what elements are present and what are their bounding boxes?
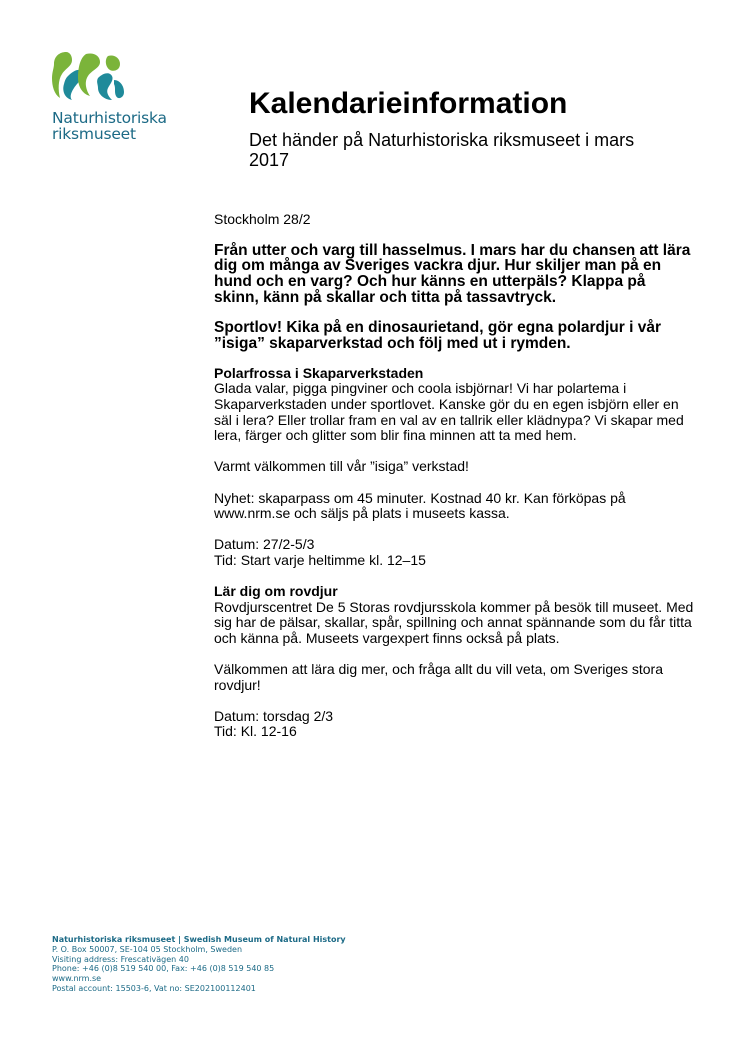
section1-time: Tid: Start varje heltimme kl. 12–15 xyxy=(214,551,426,568)
footer-title: Naturhistoriska riksmuseet | Swedish Museum of Natural History xyxy=(52,935,346,944)
section1-paragraph-2: Varmt välkommen till vår ”isiga” verkstad! xyxy=(214,458,469,475)
press-release-body xyxy=(214,212,694,740)
section-heading-rovdjur: Lär dig om rovdjur xyxy=(214,583,338,600)
footer-contact xyxy=(52,935,452,994)
lead-paragraph-1: Från utter och varg till hasselmus. I mars har du chansen att lära dig om många av Sveriges vackra djur. Hur skiljer man på en hund och en varg? Och hur känns en utterpäls? Klappa på skinn, känn på skallar och titta på tassavtryck. xyxy=(214,241,691,306)
footer-visiting-address: Visiting address: Frescativägen 40 xyxy=(52,954,189,964)
logo-text-line2: riksmuseet xyxy=(52,125,136,143)
page-subtitle: Det händer på Naturhistoriska riksmuseet i mars 2017 xyxy=(249,130,635,170)
section2-date: Datum: torsdag 2/3 xyxy=(214,707,334,724)
lead-paragraph-2: Sportlov! Kika på en dinosaurietand, gör egna polardjur i vår ”isiga” skaparverkstad och följ med ut i rymden. xyxy=(214,319,661,353)
section2-paragraph-2: Välkommen att lära dig mer, och fråga allt du vill veta, om Sveriges stora rovdjur! xyxy=(214,661,663,693)
section-heading-polarfrossa: Polarfrossa i Skaparverkstaden xyxy=(214,364,424,381)
section1-paragraph-1: Glada valar, pigga pingviner och coola isbjörnar! Vi har polartema i Skaparverkstaden under sportlovet. Kanske gör du en egen isbjörn eller en säl i lera? Eller trollar fram en val av en tallrik eller klädnypa? Vi skapar med lera, färger och glitter som blir fina minnen att ta med hem. xyxy=(214,380,684,444)
section1-date: Datum: 27/2-5/3 xyxy=(214,536,315,553)
footer-account: Postal account: 15503-6, Vat no: SE202100112401 xyxy=(52,983,256,993)
dateline: Stockholm 28/2 xyxy=(214,211,311,227)
footer-phone: Phone: +46 (0)8 519 540 00, Fax: +46 (0)8 519 540 85 xyxy=(52,964,275,974)
logo-mark-icon xyxy=(52,50,126,102)
footer-web: www.nrm.se xyxy=(52,974,102,984)
page-title: Kalendarieinformation xyxy=(249,87,568,120)
footer-address: P. O. Box 50007, SE-104 05 Stockholm, Sweden xyxy=(52,944,243,954)
section2-paragraph-1: Rovdjurscentret De 5 Storas rovdjursskola kommer på besök till museet. Med sig har de pälsar, skallar, spår, spillning och annat spännande som du får titta och känna på. Museets vargexpert finns också på plats. xyxy=(214,598,694,646)
museum-logo xyxy=(52,50,172,142)
logo-text-line1: Naturhistoriska xyxy=(52,109,167,127)
section1-paragraph-3: Nyhet: skaparpass om 45 minuter. Kostnad 40 kr. Kan förköpas på www.nrm.se och säljs på plats i museets kassa. xyxy=(214,489,626,522)
section2-time: Tid: Kl. 12-16 xyxy=(214,723,297,740)
